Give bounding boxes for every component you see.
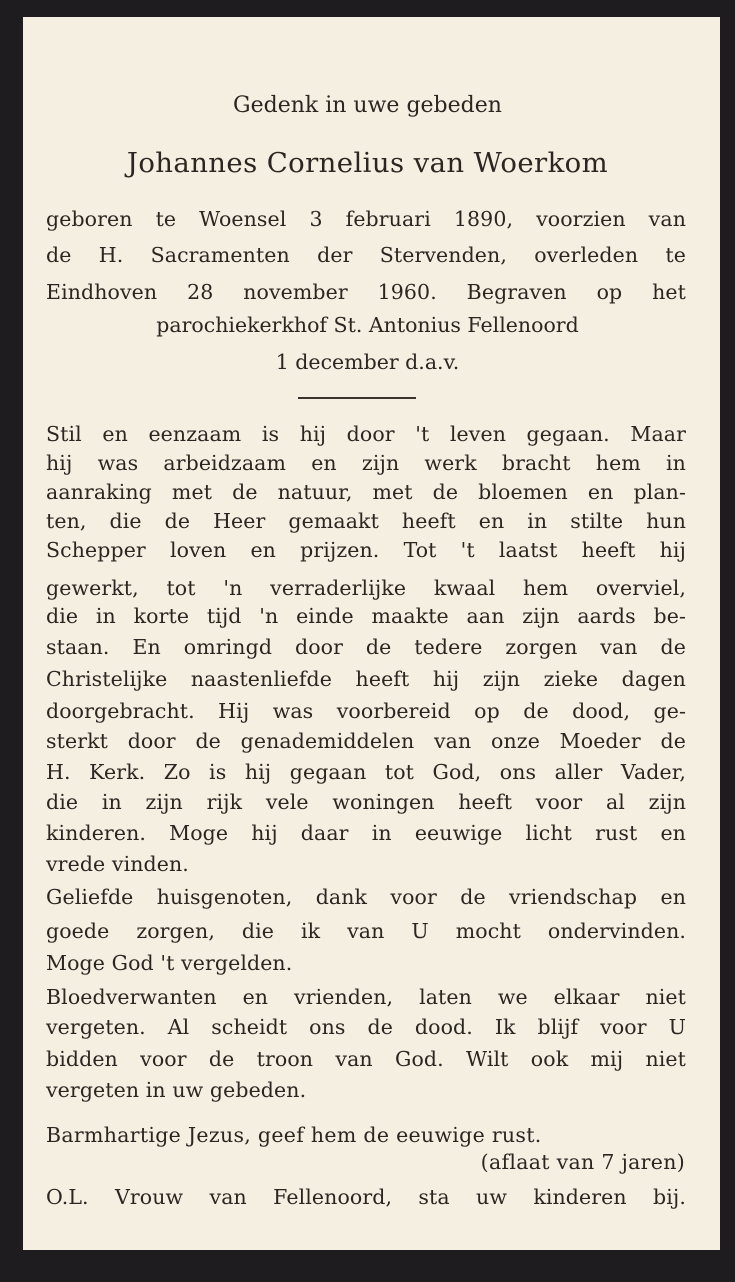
relatives-line: vergeten. Al scheidt ons de dood. Ik blijf voor U bbox=[46, 1015, 686, 1039]
relatives-line: bidden voor de troon van God. Wilt ook mij niet bbox=[46, 1047, 686, 1071]
relatives-line: vergeten in uw gebeden. bbox=[46, 1078, 307, 1102]
body-line: aanraking met de natuur, met de bloemen en plan- bbox=[46, 480, 686, 504]
body-line: Schepper loven en prijzen. Tot 't laatst heeft hij bbox=[46, 538, 686, 562]
details-line: 1 december d.a.v. bbox=[275, 350, 460, 374]
body-line: H. Kerk. Zo is hij gegaan tot God, ons aller Vader, bbox=[46, 760, 686, 784]
body-line: doorgebracht. Hij was voorbereid op de dood, ge- bbox=[46, 699, 686, 723]
body-line: sterkt door de genademiddelen van onze Moeder de bbox=[46, 729, 686, 753]
family-line: Geliefde huisgenoten, dank voor de vriendschap en bbox=[46, 885, 686, 909]
body-line: die in zijn rijk vele woningen heeft voor al zijn bbox=[46, 790, 686, 814]
relatives-line: Bloedverwanten en vrienden, laten we elkaar niet bbox=[46, 985, 686, 1009]
body-line: vrede vinden. bbox=[46, 852, 189, 876]
indulgence-note: (aflaat van 7 jaren) bbox=[480, 1150, 685, 1174]
details-line: Eindhoven 28 november 1960. Begraven op het bbox=[46, 280, 686, 304]
details-line: parochiekerkhof St. Antonius Fellenoord bbox=[156, 313, 579, 337]
body-line: die in korte tijd 'n einde maakte aan zijn aards be- bbox=[46, 604, 686, 628]
body-line: ten, die de Heer gemaakt heeft en in stilte hun bbox=[46, 509, 686, 533]
details-line: de H. Sacramenten der Stervenden, overleden te bbox=[46, 243, 686, 267]
family-line: goede zorgen, die ik van U mocht ondervinden. bbox=[46, 919, 686, 943]
prayer-line: Barmhartige Jezus, geef hem de eeuwige rust. bbox=[46, 1123, 542, 1147]
body-line: hij was arbeidzaam en zijn werk bracht hem in bbox=[46, 451, 686, 475]
closing-line: O.L. Vrouw van Fellenoord, sta uw kinderen bij. bbox=[46, 1185, 686, 1209]
remembrance-heading: Gedenk in uwe gebeden bbox=[233, 93, 502, 118]
body-line: Christelijke naastenliefde heeft hij zijn zieke dagen bbox=[46, 667, 686, 691]
body-line: gewerkt, tot 'n verraderlijke kwaal hem overviel, bbox=[46, 576, 686, 600]
deceased-name: Johannes Cornelius van Woerkom bbox=[126, 147, 609, 179]
family-line: Moge God 't vergelden. bbox=[46, 951, 293, 975]
body-line: Stil en eenzaam is hij door 't leven gegaan. Maar bbox=[46, 422, 686, 446]
body-line: staan. En omringd door de tedere zorgen van de bbox=[46, 635, 686, 659]
details-line: geboren te Woensel 3 februari 1890, voorzien van bbox=[46, 207, 686, 231]
body-line: kinderen. Moge hij daar in eeuwige licht rust en bbox=[46, 821, 686, 845]
divider-rule bbox=[298, 397, 416, 399]
